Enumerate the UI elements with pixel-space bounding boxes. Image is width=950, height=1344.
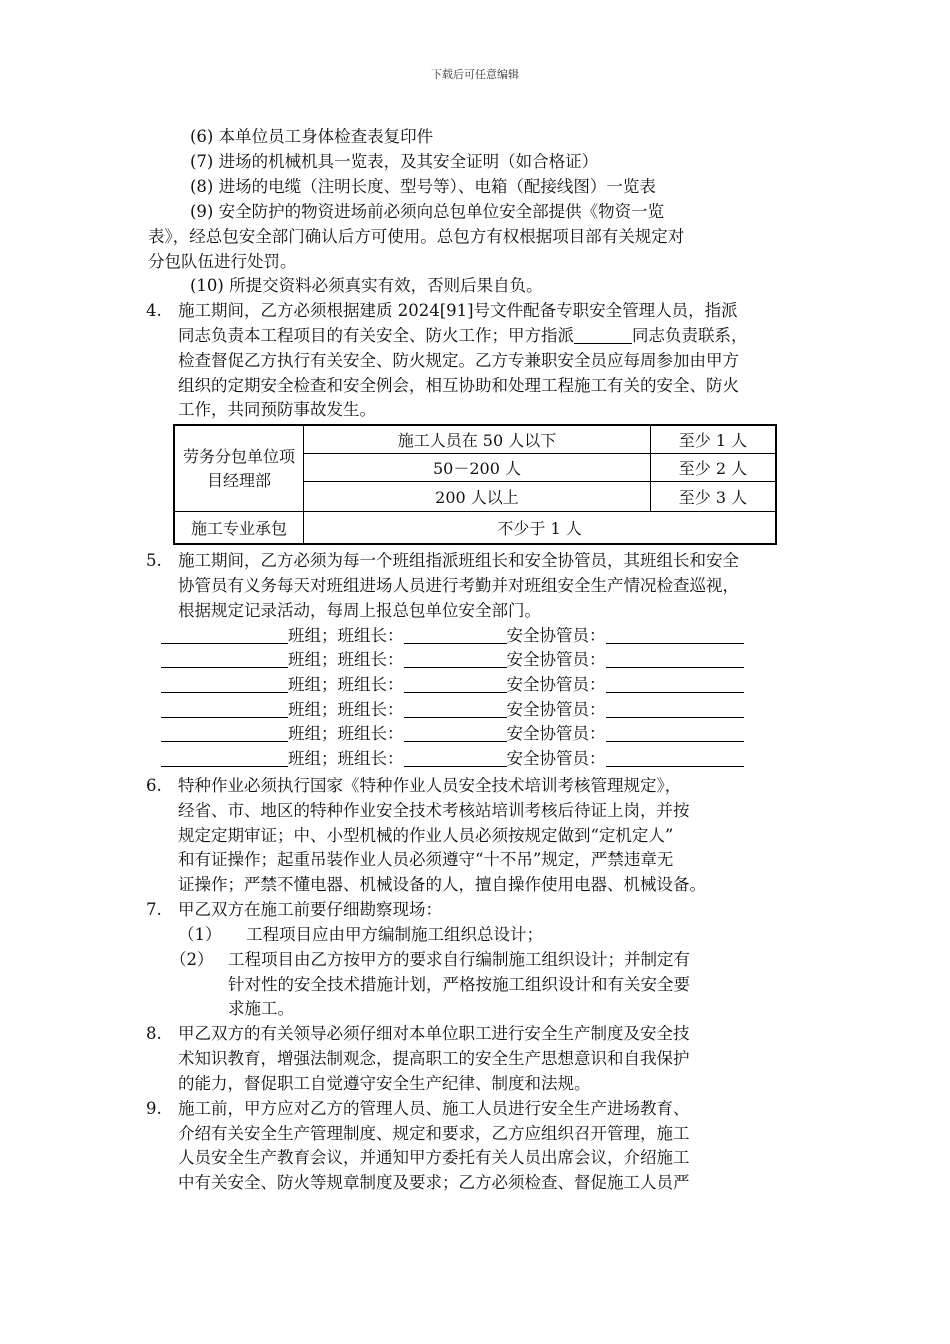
section-7-sub-2-line-3: 求施工。 (228, 999, 294, 1018)
section-4-line-5: 工作，共同预防事故发生。 (178, 400, 376, 419)
section-9-number: 9. (146, 1099, 162, 1118)
staffing-table (173, 424, 777, 545)
table-cell: 200 人以上 (304, 481, 651, 511)
table-cell: 至少 1 人 (650, 425, 776, 453)
table-cell: 至少 3 人 (650, 481, 776, 511)
table-cell: 不少于 1 人 (304, 512, 776, 544)
table-group-labor: 劳务分包单位项目经理部 (174, 425, 304, 512)
item-8: (8) 进场的电缆（注明长度、型号等）、电箱（配接线图）一览表 (190, 177, 656, 196)
section-7-sub-1-number: （1） (178, 925, 222, 944)
item-7: (7) 进场的机械机具一览表，及其安全证明（如合格证） (190, 152, 599, 171)
section-4-line-2 (178, 324, 748, 348)
assistant-blank (606, 723, 744, 742)
team-name-blank (161, 723, 288, 742)
assistant-blank (606, 674, 744, 693)
team-row (161, 673, 744, 697)
section-8-line-2: 术知识教育，增强法制观念，提高职工的安全生产思想意识和自我保护 (178, 1049, 690, 1068)
team-label: 班组；班组长： (288, 749, 404, 768)
section-4-line-2a: 同志负责本工程项目的有关安全、防火工作；甲方指派 (178, 326, 574, 345)
item-9-line-1: (9) 安全防护的物资进场前必须向总包单位安全部提供《物资一览 (190, 202, 665, 221)
section-4-line-2b: 同志负责联系， (632, 326, 748, 345)
team-leader-blank (404, 699, 507, 718)
assist-label: 安全协管员： (506, 700, 606, 719)
team-label: 班组；班组长： (288, 650, 404, 669)
team-row (161, 747, 744, 771)
section-6-line-4: 和有证操作；起重吊装作业人员必须遵守“十不吊”规定，严禁违章无 (178, 850, 674, 869)
team-name-blank (161, 649, 288, 668)
section-7-sub-2-line-1: 工程项目由乙方按甲方的要求自行编制施工组织设计；并制定有 (228, 950, 690, 969)
team-row (161, 722, 744, 746)
team-label: 班组；班组长： (288, 675, 404, 694)
page-header: 下载后可任意编辑 (431, 68, 519, 81)
section-9-line-1: 施工前，甲方应对乙方的管理人员、施工人员进行安全生产进场教育、 (178, 1099, 690, 1118)
assistant-blank (606, 625, 744, 644)
section-7-sub-2-line-2: 针对性的安全技术措施计划，严格按施工组织设计和有关安全要 (228, 975, 690, 994)
assistant-blank (606, 699, 744, 718)
item-6: (6) 本单位员工身体检查表复印件 (190, 127, 434, 146)
item-9-line-3: 分包队伍进行处罚。 (148, 252, 297, 271)
assistant-blank (606, 649, 744, 668)
team-leader-blank (404, 625, 507, 644)
team-name-blank (161, 699, 288, 718)
assist-label: 安全协管员： (506, 749, 606, 768)
section-6-line-3: 规定定期审证；中、小型机械的作业人员必须按规定做到“定机定人” (178, 826, 674, 845)
item-9-line-2: 表》，经总包安全部门确认后方可使用。总包方有权根据项目部有关规定对 (148, 227, 685, 246)
section-4-line-4: 组织的定期安全检查和安全例会，相互协助和处理工程施工有关的安全、防火 (178, 376, 739, 395)
section-8-line-3: 的能力，督促职工自觉遵守安全生产纪律、制度和法规。 (178, 1074, 591, 1093)
section-7-number: 7. (146, 900, 162, 919)
section-9-line-4: 中有关安全、防火等规章制度及要求；乙方必须检查、督促施工人员严 (178, 1173, 690, 1192)
section-6-line-5: 证操作；严禁不懂电器、机械设备的人，擅自操作使用电器、机械设备。 (178, 875, 706, 894)
team-leader-blank (404, 748, 507, 767)
team-row (161, 698, 744, 722)
team-row (161, 648, 744, 672)
section-6-line-2: 经省、市、地区的特种作业安全技术考核站培训考核后待证上岗，并按 (178, 801, 690, 820)
section-7-sub-1: 工程项目应由甲方编制施工组织总设计； (246, 925, 543, 944)
section-9-line-2: 介绍有关安全生产管理制度、规定和要求，乙方应组织召开管理，施工 (178, 1124, 690, 1143)
assist-label: 安全协管员： (506, 650, 606, 669)
section-5-line-1: 施工期间，乙方必须为每一个班组指派班组长和安全协管员，其班组长和安全 (178, 551, 739, 570)
team-label: 班组；班组长： (288, 700, 404, 719)
section-8-line-1: 甲乙双方的有关领导必须仔细对本单位职工进行安全生产制度及安全技 (178, 1024, 690, 1043)
assistant-blank (606, 748, 744, 767)
team-label: 班组；班组长： (288, 724, 404, 743)
assist-label: 安全协管员： (506, 724, 606, 743)
assist-label: 安全协管员： (506, 626, 606, 645)
team-label: 班组；班组长： (288, 626, 404, 645)
team-leader-blank (404, 723, 507, 742)
section-6-line-1: 特种作业必须执行国家《特种作业人员安全技术培训考核管理规定》， (178, 776, 682, 795)
team-name-blank (161, 625, 288, 644)
assist-label: 安全协管员： (506, 675, 606, 694)
team-row (161, 624, 744, 648)
section-6-number: 6. (146, 776, 162, 795)
team-name-blank (161, 674, 288, 693)
item-10: (10) 所提交资料必须真实有效，否则后果自负。 (190, 276, 543, 295)
section-5-number: 5. (146, 551, 162, 570)
table-cell: 施工人员在 50 人以下 (304, 425, 651, 453)
table-cell: 至少 2 人 (650, 453, 776, 481)
section-8-number: 8. (146, 1024, 162, 1043)
table-cell: 50－200 人 (304, 453, 651, 481)
section-5-line-3: 根据规定记录活动，每周上报总包单位安全部门。 (178, 601, 541, 620)
team-name-blank (161, 748, 288, 767)
table-group-specialty: 施工专业承包 (174, 512, 304, 544)
section-9-line-3: 人员安全生产教育会议，并通知甲方委托有关人员出席会议，介绍施工 (178, 1148, 690, 1167)
contact-blank (574, 325, 632, 344)
section-5-line-2: 协管员有义务每天对班组进场人员进行考勤并对班组安全生产情况检查巡视， (178, 576, 739, 595)
section-7-sub-2-number: （2） (170, 950, 214, 969)
team-leader-blank (404, 649, 507, 668)
section-4-line-1: 施工期间，乙方必须根据建质 2024[91]号文件配备专职安全管理人员，指派 (178, 301, 738, 320)
section-4-line-3: 检查督促乙方执行有关安全、防火规定。乙方专兼职安全员应每周参加由甲方 (178, 351, 739, 370)
team-leader-blank (404, 674, 507, 693)
section-7-line-1: 甲乙双方在施工前要仔细勘察现场： (178, 900, 442, 919)
section-4-number: 4. (146, 301, 162, 320)
